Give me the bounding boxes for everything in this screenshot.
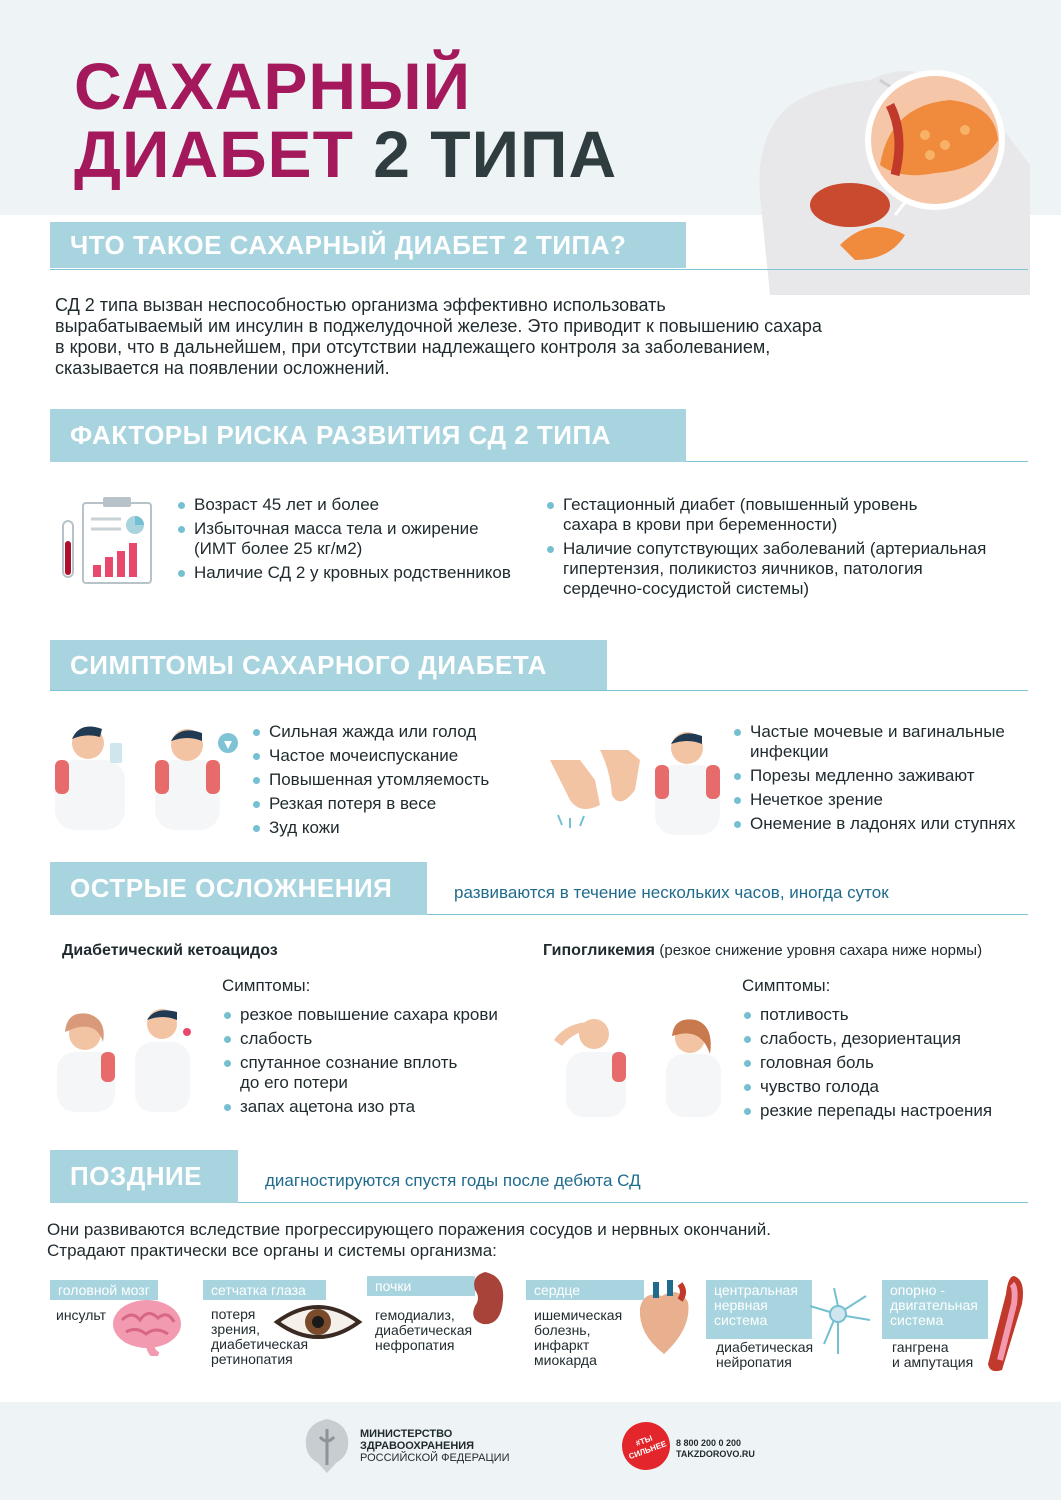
thirst-person-icon bbox=[50, 715, 250, 830]
list-item: Наличие сопутствующих заболеваний (артериальная гипертензия, поликистоз яичников, патология сердечно-сосудистой системы) bbox=[545, 539, 1035, 599]
brain-icon bbox=[110, 1296, 185, 1356]
keto-title: Диабетический кетоацидоз bbox=[62, 942, 278, 959]
list-item: Резкая потеря в весе bbox=[251, 794, 541, 814]
eye-icon bbox=[273, 1298, 363, 1346]
ministry-emblem-icon bbox=[300, 1415, 355, 1477]
list-item: Избыточная масса тела и ожирение (ИМТ более 25 кг/м2) bbox=[176, 519, 546, 559]
footer-band bbox=[0, 1402, 1061, 1500]
page-title: САХАРНЫЙ ДИАБЕТ 2 ТИПА bbox=[74, 49, 618, 191]
hotline-text: 8 800 200 0 200 TAKZDOROVO.RU bbox=[676, 1438, 755, 1459]
what-description: СД 2 типа вызван неспособностью организма эффективно использовать вырабатываемый им инсулин в поджелудочной железе. Это приводит к повышению сахара в крови, что в дальнейшем, при отсутствии надлежащего контроля за заболеванием, сказывается на появлении осложнений. bbox=[55, 295, 822, 378]
risk-list-left bbox=[176, 495, 546, 587]
symptoms-list-left bbox=[251, 722, 541, 842]
list-item: Частые мочевые и вагинальные инфекции bbox=[732, 722, 1052, 762]
heart-icon bbox=[634, 1278, 694, 1358]
ty-silnee-badge: #ТЫ СИЛЬНЕЕ bbox=[615, 1415, 677, 1477]
section-header-late: ПОЗДНИЕ bbox=[50, 1150, 238, 1203]
kidney-effects: гемодиализ, диабетическая нефропатия bbox=[375, 1307, 473, 1353]
list-item: головная боль bbox=[742, 1053, 1042, 1073]
list-item: резкие перепады настроения bbox=[742, 1101, 1042, 1121]
organ-card-cns bbox=[706, 1280, 876, 1390]
late-subtitle: диагностируются спустя годы после дебюта СД bbox=[265, 1171, 641, 1190]
hypo-title: Гипогликемия (резкое снижение уровня сахара ниже нормы) bbox=[543, 942, 983, 959]
list-item: Онемение в ладонях или ступнях bbox=[732, 814, 1052, 834]
organ-card-musculoskeletal bbox=[882, 1280, 1032, 1390]
acute-subtitle: развиваются в течение нескольких часов, иногда суток bbox=[454, 883, 889, 902]
list-item: запах ацетона изо рта bbox=[222, 1097, 532, 1117]
organ-card-kidney: почки гемодиализ, диабетическая нефропатия bbox=[367, 1276, 522, 1386]
pancreas-illustration bbox=[730, 45, 1060, 295]
section-header-what: ЧТО ТАКОЕ САХАРНЫЙ ДИАБЕТ 2 ТИПА? bbox=[50, 222, 686, 268]
keto-symptoms-label: Симптомы: bbox=[222, 976, 311, 995]
list-item: Сильная жажда или голод bbox=[251, 722, 541, 742]
section-header-risk: ФАКТОРЫ РИСКА РАЗВИТИЯ СД 2 ТИПА bbox=[50, 409, 686, 462]
list-item: Частое мочеиспускание bbox=[251, 746, 541, 766]
organ-card-brain: головной мозг инсульт bbox=[50, 1280, 225, 1390]
list-item: Возраст 45 лет и более bbox=[176, 495, 546, 515]
ministry-text: МИНИСТЕРСТВО ЗДРАВООХРАНЕНИЯ РОССИЙСКОЙ ФЕДЕРАЦИИ bbox=[360, 1428, 510, 1464]
symptoms-list-right bbox=[732, 722, 1052, 838]
risk-list-right bbox=[545, 495, 1035, 603]
list-item: Порезы медленно заживают bbox=[732, 766, 1052, 786]
list-item: потливость bbox=[742, 1005, 1042, 1025]
numbness-person-icon bbox=[540, 720, 730, 835]
section-divider bbox=[50, 690, 1028, 691]
list-item: Гестационный диабет (повышенный уровень сахара в крови при беременности) bbox=[545, 495, 1035, 535]
organ-card-eye: сетчатка глаза потеря зрения, диабетическая ретинопатия bbox=[203, 1280, 363, 1390]
hypo-person-icon bbox=[548, 1012, 728, 1117]
list-item: Повышенная утомляемость bbox=[251, 770, 541, 790]
hypo-symptoms-label: Симптомы: bbox=[742, 976, 831, 995]
list-item: спутанное сознание вплоть до его потери bbox=[222, 1053, 532, 1093]
hypo-symptoms-list bbox=[742, 1005, 1042, 1125]
section-header-symptoms: СИМПТОМЫ САХАРНОГО ДИАБЕТА bbox=[50, 640, 607, 690]
organ-card-heart: сердце ишемическая болезнь, инфаркт миокарда bbox=[526, 1280, 691, 1390]
keto-symptoms-list bbox=[222, 1005, 532, 1121]
list-item: Наличие СД 2 у кровных родственников bbox=[176, 563, 546, 583]
clipboard-chart-icon bbox=[55, 495, 165, 585]
neuron-icon bbox=[804, 1284, 876, 1356]
section-header-acute: ОСТРЫЕ ОСЛОЖНЕНИЯ bbox=[50, 862, 427, 915]
kidney-icon bbox=[465, 1270, 507, 1328]
liver-icon bbox=[810, 183, 890, 227]
heart-effects: ишемическая болезнь, инфаркт миокарда bbox=[534, 1307, 623, 1368]
vessel-icon bbox=[982, 1274, 1027, 1374]
section-divider bbox=[50, 269, 1028, 270]
musculoskeletal-effects: гангрена и ампутация bbox=[892, 1339, 974, 1370]
late-description: Они развиваются вследствие прогрессирующего поражения сосудов и нервных окончаний. Страдают практически все органы и системы организма: bbox=[47, 1220, 771, 1260]
list-item: Нечеткое зрение bbox=[732, 790, 1052, 810]
list-item: резкое повышение сахара крови bbox=[222, 1005, 532, 1025]
cns-label: центральная нервная система bbox=[706, 1280, 812, 1339]
keto-person-icon bbox=[45, 1002, 215, 1112]
list-item: слабость bbox=[222, 1029, 532, 1049]
musculoskeletal-label: опорно - двигательная система bbox=[882, 1280, 988, 1339]
cns-effects: диабетическая нейропатия bbox=[716, 1339, 814, 1370]
list-item: Зуд кожи bbox=[251, 818, 541, 838]
list-item: слабость, дезориентация bbox=[742, 1029, 1042, 1049]
eye-effects: потеря зрения, диабетическая ретинопатия bbox=[211, 1306, 309, 1367]
list-item: чувство голода bbox=[742, 1077, 1042, 1097]
